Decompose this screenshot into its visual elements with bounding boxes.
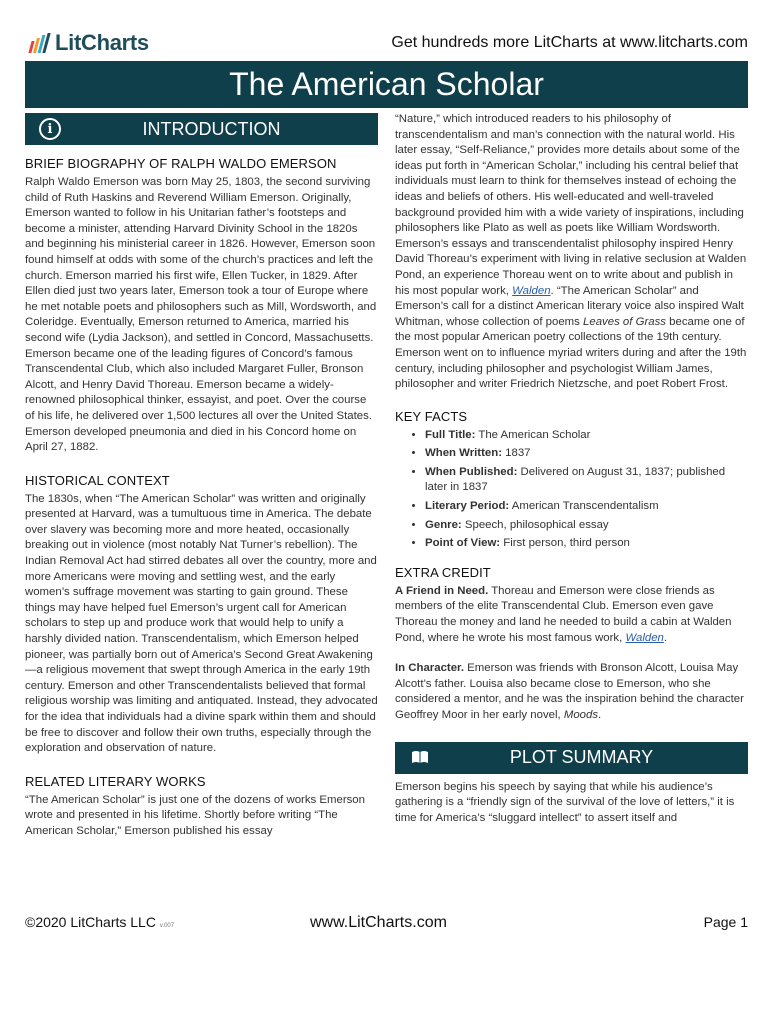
related-heading: RELATED LITERARY WORKS bbox=[25, 773, 206, 789]
footer-version: v.007 bbox=[159, 923, 175, 929]
leaves-of-grass-title: Leaves of Grass bbox=[583, 315, 666, 328]
extra-credit-p1: A Friend in Need. Thoreau and Emerson were close friends as members of the elite Transcendental Club. Emerson even gave Thoreau the money and land he needed to build a cabin at Walden Pond, where he wrote his most famous work, Walden. bbox=[395, 584, 732, 644]
related-text: “The American Scholar” is just one of the dozens of works Emerson wrote and presented in his lifetime. Shortly before writing “The American Scholar,” Emerson published his essay bbox=[25, 793, 365, 837]
list-item: • When Written: 1837 bbox=[425, 446, 748, 462]
logo-text: LitCharts bbox=[55, 30, 149, 55]
extra-credit-p2: In Character. Emerson was friends with Bronson Alcott, Louisa May Alcott’s father. Louisa also became close to Emerson, who she considered a mentor, and he was the inspiration behind the character Geoffrey Moor in her early novel, Moods. bbox=[395, 662, 744, 721]
info-icon: i bbox=[39, 118, 61, 140]
list-item: • Full Title: The American Scholar bbox=[425, 428, 748, 444]
plot-summary-header bbox=[395, 742, 748, 774]
right-column bbox=[395, 112, 748, 826]
related-text-continued: “Nature,” which introduced readers to his philosophy of transcendentalism and man’s connection with the natural world. His later essay, “Self-Reliance,” provides more details about some of the ideas put forth in “American Scholar,” including his central belief that individuals must learn to think for themselves instead of echoing the ideas and beliefs of others. His well-educated and well-traveled background provided him with a wide variety of inspirations, including philosophers like Plato as well as poets like William Wordsworth. Emerson’s essays and transcendentalist philosophy inspired Henry David Thoreau’s experiment with living in relative seclusion at Walden Pond, an experience Thoreau went on to write about and publish in his most popular work, Walden. “The American Scholar” and Emerson’s call for a distinct American literary voice also inspired Walt Whitman, whose collection of poems Leaves of Grass became one of the most popular American poetry collections of the 19th century. Emerson went on to influence myriad writers during and after the 19th century, including philosopher and psychologist William James, philosopher and writer Friedrich Nietzsche, and poet Robert Frost. bbox=[395, 113, 747, 391]
introduction-title: INTRODUCTION bbox=[142, 118, 281, 139]
historical-text: The 1830s, when “The American Scholar” was written and originally presented at Harvard, was a tumultuous time in America. The debate over slavery was becoming more and more heated, occasionally breaking out in violence (most notably Nat Turner’s rebellion). The Indian Removal Act had stirred debates all over the country, more and more Americans were moving and settling west, and the early women’s suffrage movement was starting to gain ground. These things may have helped fuel Emerson’s urgent call for American scholars to step up and produce work that would help to unify a harshly divided nation. Transcendentalism, which Emerson helped pioneer, was partially born out of America’s Second Great Awakening—a religious movement that swept through America in the early 19th century. Emerson and other Transcendentalists believed that formal religious worship was limiting and antiquated. Instead, they advocated for the idea that individuals had a divine spark within them and should be free to discover and follow their own truths, especially through the exploration and observation of nature. bbox=[25, 492, 378, 755]
header-tagline[interactable]: Get hundreds more LitCharts at www.litcharts.com bbox=[391, 34, 748, 51]
page-footer bbox=[25, 914, 748, 934]
list-item: • When Published: Delivered on August 31, 1837; published later in 1837 bbox=[425, 465, 748, 496]
litcharts-logo[interactable] bbox=[30, 30, 149, 56]
list-item: • Literary Period: American Transcendentalism bbox=[425, 499, 748, 515]
bio-text: Ralph Waldo Emerson was born May 25, 1803, the second surviving child of Ruth Haskins and Reverend William Emerson. Originally, Emerson wanted to follow in his Unitarian father’s footsteps and become a minister, attending Harvard Divinity School in the 1820s and beginning his ministerial career in 1826. However, Emerson soon found himself at odds with some of the church’s practices and left the church. Emerson married his first wife, Ellen Tucker, in 1829. After Ellen died just two years later, Emerson took a tour of Europe where he met notable poets and philosophers such as Mill, Wordsworth, and Coleridge. Eventually, Emerson returned to America, married his second wife (Lydia Jackson), and settled in Concord, Massachusetts. Emerson became one of the leading figures of Concord’s famous Transcendental Club, which also included Margaret Fuller, Bronson Alcott, and Henry David Thoreau. Emerson became a widely-renowned philosophical thinker, essayist, and poet. Over the course of his life, he delivered over 1,500 lectures all over the United States. Emerson developed pneumonia and died in his Concord home on April 27, 1882. bbox=[25, 176, 377, 454]
page-header bbox=[0, 0, 768, 60]
footer-site-link[interactable]: www.LitCharts.com bbox=[310, 914, 447, 931]
plot-summary-title: PLOT SUMMARY bbox=[509, 747, 654, 768]
walden-link[interactable]: Walden bbox=[512, 284, 551, 297]
walden-link[interactable]: Walden bbox=[625, 631, 664, 644]
left-column bbox=[25, 113, 378, 840]
book-icon bbox=[411, 750, 429, 764]
list-item: • Point of View: First person, third person bbox=[425, 536, 748, 552]
list-item: • Genre: Speech, philosophical essay bbox=[425, 518, 748, 534]
page-title: The American Scholar bbox=[25, 61, 748, 108]
key-facts-list bbox=[395, 428, 748, 552]
historical-heading: HISTORICAL CONTEXT bbox=[25, 472, 170, 488]
bio-heading: BRIEF BIOGRAPHY OF RALPH WALDO EMERSON bbox=[25, 156, 337, 171]
extra-credit-heading: EXTRA CREDIT bbox=[395, 564, 491, 580]
key-facts-heading: KEY FACTS bbox=[395, 408, 468, 424]
footer-copyright: ©2020 LitCharts LLC v.007 bbox=[25, 914, 175, 930]
plot-summary-text: Emerson begins his speech by saying that while his audience’s gathering is a “friendly sign of the survival of the love of letters,” it is time for America’s “sluggard intellect” to assert itself and bbox=[395, 780, 735, 824]
introduction-header bbox=[25, 113, 378, 145]
footer-page-number: Page 1 bbox=[703, 914, 748, 930]
logo-bars-icon bbox=[30, 33, 50, 53]
